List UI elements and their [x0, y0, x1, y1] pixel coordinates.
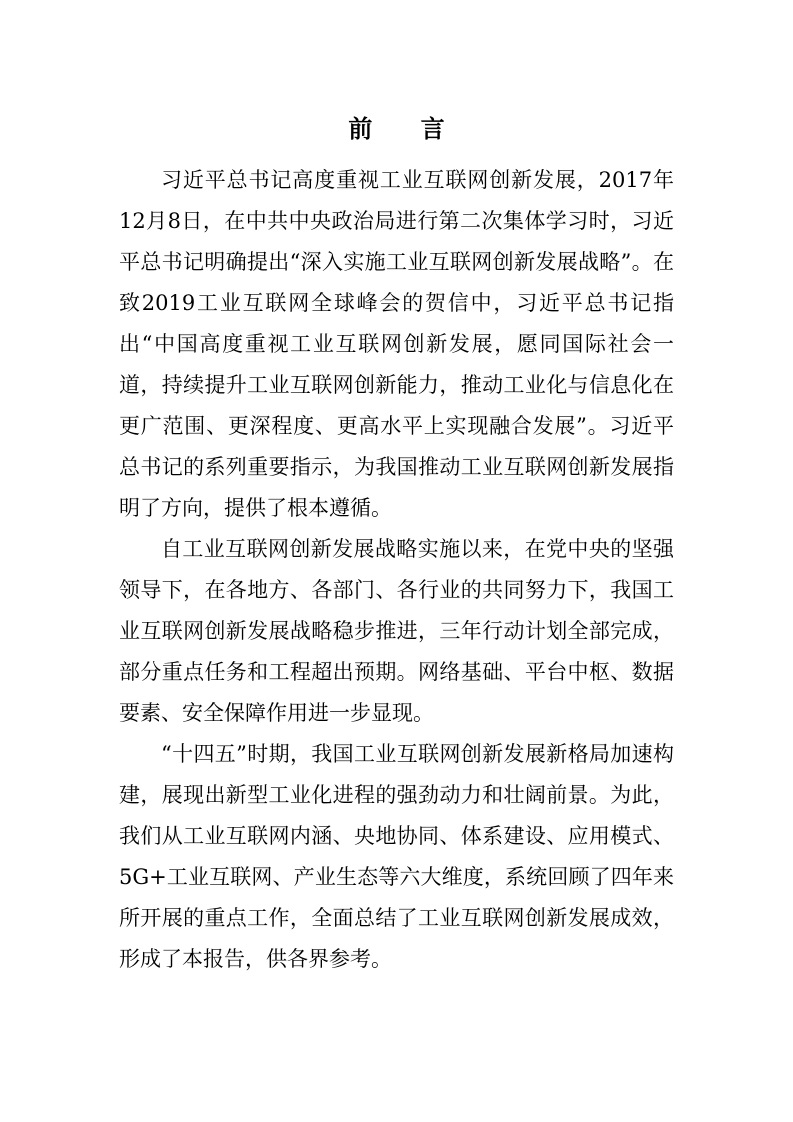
- paragraph-3: “十四五”时期，我国工业互联网创新发展新格局加速构建，展现出新型工业化进程的强劲动力和壮阔前景。为此，我们从工业互联网内涵、央地协同、体系建设、应用模式、5G+工业互联网、产业生态等六大维度，系统回顾了四年来所开展的重点工作，全面总结了工业互联网创新发展成效，形成了本报告，供各界参考。: [119, 742, 674, 971]
- page-title: 前 言: [348, 115, 465, 143]
- paragraph-1: 习近平总书记高度重视工业互联网创新发展，2017年12月8日，在中共中央政治局进行第二次集体学习时，习近平总书记明确提出“深入实施工业互联网创新发展战略”。在致2019工业互联网全球峰会的贺信中，习近平总书记指出“中国高度重视工业互联网创新发展，愿同国际社会一道，持续提升工业互联网创新能力，推动工业化与信息化在更广范围、更深程度、更高水平上实现融合发展”。习近平总书记的系列重要指示，为我国推动工业互联网创新发展指明了方向，提供了根本遵循。: [119, 168, 674, 520]
- body-text: [119, 160, 674, 980]
- paragraph-2: 自工业互联网创新发展战略实施以来，在党中央的坚强领导下，在各地方、各部门、各行业的共同努力下，我国工业互联网创新发展战略稳步推进，三年行动计划全部完成，部分重点任务和工程超出预期。网络基础、平台中枢、数据要素、安全保障作用进一步显现。: [119, 537, 674, 725]
